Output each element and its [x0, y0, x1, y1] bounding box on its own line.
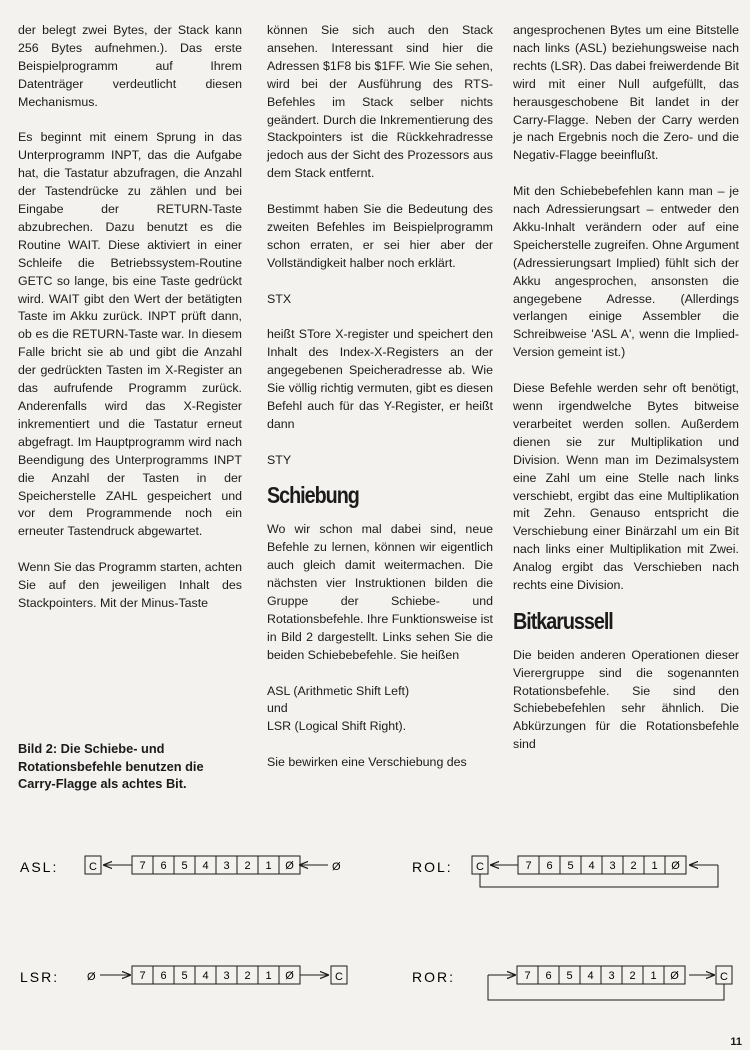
- bit-label: 4: [202, 970, 209, 982]
- paragraph: der belegt zwei Bytes, der Stack kann 256 Bytes aufnehmen.). Das erste Beispielprogramm auf Ihrem Datenträger verdeutlicht diesen Mechanismus.: [18, 23, 242, 109]
- bit-label: 5: [181, 970, 188, 982]
- lsr-label: LSR:: [20, 969, 60, 985]
- bit-label: 3: [608, 970, 615, 982]
- zero-input: Ø: [332, 861, 341, 873]
- bit-label: Ø: [285, 860, 294, 872]
- carry-label: C: [720, 971, 728, 983]
- carry-label: C: [335, 971, 343, 983]
- bit-label: Ø: [671, 860, 680, 872]
- bit-label: 1: [265, 860, 272, 872]
- paragraph: Wo wir schon mal dabei sind, neue Befehle zu lernen, können wir eigentlich auch gleich damit weitermachen. Die nächsten vier Instruktionen bilden die Gruppe der Schiebe- und Rotationsbefehle. Ihre Funktionsweise ist in Bild 2 dargestellt. Links sehen Sie die beiden Schiebebefehle. Sie heißen: [267, 522, 493, 662]
- bit-label: Ø: [670, 970, 679, 982]
- bit-label: 6: [546, 860, 553, 872]
- paragraph: heißt STore X-register und speichert den Inhalt des Index-X-Registers an der angegebenen Speicheradresse ab. Wie Sie völlig richtig vermuten, gibt es diesen Befehl auch für das Y-Register, er heißt dann: [267, 327, 493, 431]
- rotate-loop-line: [488, 975, 724, 1000]
- bit-label: Ø: [285, 970, 294, 982]
- instruction-asl: ASL (Arithmetic Shift Left): [267, 683, 410, 698]
- bit-label: 7: [139, 860, 146, 872]
- bit-label: 5: [181, 860, 188, 872]
- section-heading: Schiebung: [267, 482, 359, 509]
- conjunction: und: [267, 701, 288, 716]
- ror-diagram: [412, 966, 732, 1000]
- carry-label: C: [89, 861, 97, 873]
- ror-label: ROR:: [412, 969, 455, 985]
- zero-input: Ø: [87, 971, 96, 983]
- rol-label: ROL:: [412, 859, 453, 875]
- figure-caption: Bild 2: Die Schiebe- und Rotationsbefehle benutzen die Carry-Flagge als achtes Bit.: [18, 741, 204, 792]
- paragraph: Die beiden anderen Operationen dieser Vierergruppe sind die sogenannten Rotationsbefehle. Sie sind den Schiebebefehlen sehr ähnlich. Die Abkürzungen für die Rotationsbefehle sind: [513, 647, 739, 752]
- paragraph: angesprochenen Bytes um eine Bitstelle nach links (ASL) beziehungsweise nach rechts (LSR). Das dabei freiwerdende Bit wird mit einer Null aufgefüllt, das herausgeschobene Bit landet in der Carry-Flagge. Neben der Carry werden je nach Ergebnis noch die Zero- und die Negativ-Flagge beeinflußt.: [513, 23, 739, 163]
- bit-label: 3: [609, 860, 616, 872]
- bit-label: 3: [223, 860, 230, 872]
- bit-label: 4: [588, 860, 595, 872]
- paragraph: Wenn Sie das Programm starten, achten Sie auf den jeweiligen Inhalt des Stackpointers. Mit der Minus-Taste: [18, 560, 242, 610]
- bit-register: [517, 966, 685, 984]
- lsr-diagram: [20, 966, 347, 985]
- bit-label: 7: [525, 860, 532, 872]
- bit-label: 5: [566, 970, 573, 982]
- instruction-lsr: LSR (Logical Shift Right).: [267, 719, 407, 734]
- paragraph: Sie bewirken eine Verschiebung des: [267, 755, 467, 770]
- bit-label: 4: [202, 860, 209, 872]
- rotate-loop-line: [480, 865, 718, 887]
- shift-rotate-diagram: [0, 840, 750, 1040]
- bit-label: 5: [567, 860, 574, 872]
- asl-diagram: [20, 856, 341, 875]
- instruction-stx: STX: [267, 291, 292, 306]
- carry-label: C: [476, 861, 484, 873]
- bit-label: 7: [139, 970, 146, 982]
- bit-label: 1: [650, 970, 657, 982]
- bit-label: 6: [160, 970, 167, 982]
- column-1: [18, 22, 242, 631]
- bit-label: 1: [651, 860, 658, 872]
- bit-label: 2: [629, 970, 636, 982]
- column-2: [267, 22, 493, 790]
- bit-label: 2: [244, 970, 251, 982]
- paragraph: Es beginnt mit einem Sprung in das Unterprogramm INPT, das die Aufgabe hat, die Tastatur abzufragen, die Anzahl der Tastendrücke zu zählen und bei Eingabe der RETURN-Taste abzubrechen. Dazu benutzt es die Routine WAIT. Diese aktiviert in einer Schleife die Betriebssystem-Routine GETC so lange, bis eine Taste gedrückt wird. WAIT gibt den Wert der betätigten Taste im Akku zurück. INPT prüft dann, ob es die RETURN-Taste war. In diesem Falle bricht sie ab und gibt die Anzahl der gedrückten Tasten im X-Register an das aufrufende Programm zurück. Anderenfalls wird das X-Register inkrementiert und die Tastatur erneut abgefragt. Im Hauptprogramm wird nach Beendigung des Unterprogramms INPT die Anzahl der Tasten in der Speicherstelle ZAHL gespeichert und vor dem Programmende noch ein erneuter Tastendruck abgewartet.: [18, 130, 242, 539]
- bit-register: [132, 966, 300, 984]
- instruction-sty: STY: [267, 452, 292, 467]
- bit-label: 6: [545, 970, 552, 982]
- paragraph: Diese Befehle werden sehr oft benötigt, wenn irgendwelche Bytes bitweise verarbeitet werden sollen. Außerdem dienen sie zur Multiplikation und Division. Wenn man im Dezimalsystem eine Zahl um eine Stelle nach links verschiebt, ergibt das eine Multiplikation mit Zehn. Genauso entspricht die Verschiebung einer Binärzahl um ein Bit nach links einer Multiplikation mit Zwei. Analog ergibt das Verschieben nach rechts eine Division.: [513, 381, 739, 593]
- asl-label: ASL:: [20, 859, 59, 875]
- bit-label: 6: [160, 860, 167, 872]
- bit-label: 2: [630, 860, 637, 872]
- paragraph: können Sie sich auch den Stack ansehen. Interessant sind hier die Adressen $1F8 bis $1FF. Wie Sie sehen, wird bei der Ausführung des RTS-Befehles im Stack selber nichts geändert. Durch die Inkrementierung des Stackpointers ist die Rückkehradresse jedoch aus der Sicht des Prozessors aus dem Stack entfernt.: [267, 23, 493, 181]
- paragraph: Mit den Schiebebefehlen kann man – je nach Adressierungsart – entweder den Akku-Inhalt verändern oder auf eine Speicherstelle zugreifen. Ohne Argument (Adressierungsart Implied) fühlt sich der Akku angesprochen, ansonsten die angegebene Adresse. (Allerdings verlangen einige Assembler die Schreibweise 'ASL A', wenn die Implied-Version gemeint ist.): [513, 184, 739, 360]
- rol-diagram: [412, 856, 718, 887]
- page-number: 11: [730, 1036, 742, 1048]
- bit-label: 2: [244, 860, 251, 872]
- bit-label: 3: [223, 970, 230, 982]
- bit-label: 7: [524, 970, 531, 982]
- column-3: [513, 22, 739, 772]
- paragraph: Bestimmt haben Sie die Bedeutung des zweiten Befehles im Beispielprogramm schon erraten, er sei hier aber der Vollständigkeit halber noch erklärt.: [267, 202, 493, 270]
- section-heading: Bitkarussell: [513, 607, 613, 634]
- bit-label: 1: [265, 970, 272, 982]
- bit-register: [132, 856, 300, 874]
- bit-register: [518, 856, 686, 874]
- bit-label: 4: [587, 970, 594, 982]
